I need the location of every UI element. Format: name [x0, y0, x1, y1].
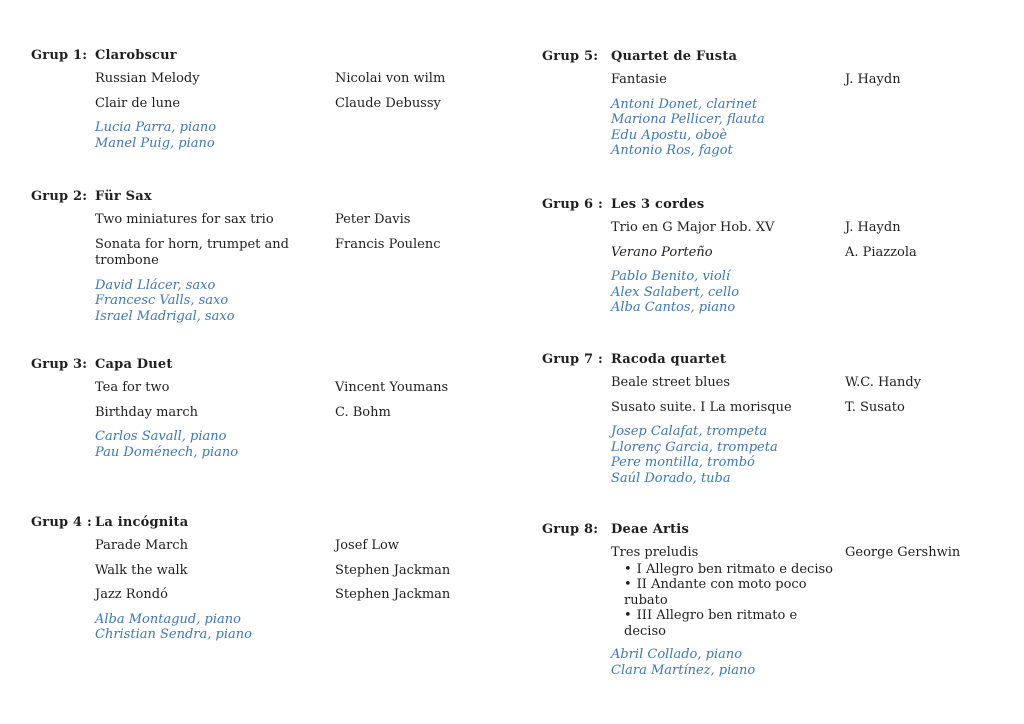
- piece-title: Walk the walk: [95, 562, 188, 578]
- piece-composer: Stephen Jackman: [335, 562, 451, 578]
- movement-text: III Allegro ben ritmato e deciso: [624, 608, 798, 639]
- piece-row: [95, 380, 503, 397]
- piece-row: [611, 400, 1014, 417]
- piece-row: [95, 212, 503, 229]
- performer-line: Pau Doménech, piano: [95, 444, 239, 460]
- group-header: [542, 522, 1014, 537]
- piece-title: Parade March: [95, 538, 188, 553]
- bullet-icon: •: [624, 608, 632, 623]
- performer-line: Mariona Pellicer, flauta: [611, 112, 765, 127]
- group-7-section: [542, 352, 1014, 486]
- bullet-icon: •: [624, 561, 632, 577]
- piece-row: [611, 245, 1014, 262]
- movement-item: [611, 562, 835, 578]
- piece-title: Russian Melody: [95, 71, 200, 86]
- piece-title: Tres preludis: [611, 545, 699, 560]
- group-label: Grup 2:: [31, 189, 88, 204]
- performer-line: Lucia Parra, piano: [95, 120, 217, 135]
- performers-list: [611, 269, 1014, 316]
- performers-list: [611, 647, 1014, 678]
- piece-composer: W.C. Handy: [845, 375, 922, 390]
- piece-composer: Nicolai von wilm: [335, 71, 446, 86]
- piece-row: [611, 375, 1014, 392]
- piece-composer: Francis Poulenc: [335, 236, 441, 252]
- group-label: Grup 1:: [31, 48, 88, 63]
- bullet-icon: •: [624, 577, 632, 592]
- performer-line: Clara Martínez, piano: [611, 662, 756, 678]
- movement-text: I Allegro ben ritmato e deciso: [636, 561, 833, 577]
- group-body: [95, 71, 503, 151]
- piece-composer: Josef Low: [335, 538, 399, 553]
- group-title: Les 3 cordes: [611, 197, 705, 212]
- performer-line: Manel Puig, piano: [95, 135, 215, 151]
- performer-line: Abril Collado, piano: [611, 647, 743, 662]
- group-header: [542, 49, 1014, 64]
- performer-line: Israel Madrigal, saxo: [95, 308, 235, 324]
- group-body: [95, 380, 503, 460]
- group-label: Grup 4 :: [31, 515, 92, 530]
- right-column: [542, 0, 1014, 724]
- piece-row: [95, 563, 503, 580]
- piece-composer: A. Piazzola: [845, 244, 917, 260]
- piece-composer: George Gershwin: [845, 545, 961, 560]
- group-header: [542, 197, 1014, 212]
- group-title: Capa Duet: [95, 357, 173, 372]
- piece-title: Birthday march: [95, 404, 199, 420]
- group-title: La incógnita: [95, 515, 189, 530]
- left-column: [31, 0, 503, 724]
- piece-row: [95, 71, 503, 88]
- piece-main: [611, 545, 845, 639]
- piece-composer: T. Susato: [845, 399, 905, 415]
- group-header: [31, 357, 503, 372]
- performer-line: David Llácer, saxo: [95, 277, 216, 293]
- piece-composer: Claude Debussy: [335, 95, 441, 111]
- piece-row: [95, 96, 503, 113]
- performers-list: [95, 278, 503, 325]
- piece-title: Jazz Rondó: [95, 587, 168, 602]
- group-title: Quartet de Fusta: [611, 49, 738, 64]
- piece-row: [95, 587, 503, 604]
- performers-list: [95, 612, 503, 643]
- movement-item: [611, 577, 835, 608]
- group-1-section: [31, 48, 503, 151]
- group-label: Grup 5:: [542, 49, 599, 64]
- group-header: [31, 189, 503, 204]
- performer-line: Llorenç Garcia, trompeta: [611, 439, 778, 455]
- performer-line: Francesc Valls, saxo: [95, 293, 229, 308]
- performer-line: Alex Salabert, cello: [611, 284, 740, 300]
- group-body: [611, 545, 1014, 678]
- group-body: [95, 538, 503, 643]
- piece-composer: Stephen Jackman: [335, 587, 451, 602]
- group-5-section: [542, 49, 1014, 159]
- piece-row: [95, 237, 503, 270]
- performer-line: Antoni Donet, clarinet: [611, 96, 758, 112]
- performer-line: Antonio Ros, fagot: [611, 143, 733, 158]
- piece-title: Verano Porteño: [611, 244, 713, 260]
- group-label: Grup 7 :: [542, 352, 603, 367]
- performer-line: Edu Apostu, oboè: [611, 127, 728, 143]
- piece-title: Susato suite. I La morisque: [611, 399, 792, 415]
- performer-line: Josep Calafat, trompeta: [611, 424, 768, 439]
- performers-list: [95, 120, 503, 151]
- performer-line: Christian Sendra, piano: [95, 627, 252, 642]
- group-header: [31, 48, 503, 63]
- piece-title: Trio en G Major Hob. XV: [611, 220, 775, 235]
- piece-composer: Peter Davis: [335, 212, 411, 227]
- piece-title: Two miniatures for sax trio: [95, 212, 274, 227]
- performer-line: Alba Montagud, piano: [95, 611, 241, 627]
- piece-composer: J. Haydn: [845, 220, 901, 235]
- piece-row: [95, 538, 503, 555]
- group-title: Deae Artis: [611, 522, 689, 537]
- group-header: [31, 515, 503, 530]
- performer-line: Alba Cantos, piano: [611, 300, 736, 315]
- performer-line: Saúl Dorado, tuba: [611, 470, 731, 486]
- performer-line: Pablo Benito, violí: [611, 269, 731, 284]
- group-body: [611, 72, 1014, 159]
- movement-text: II Andante con moto poco rubato: [624, 577, 807, 608]
- group-6-section: [542, 197, 1014, 316]
- piece-title: Clair de lune: [95, 95, 181, 111]
- group-4-section: [31, 515, 503, 643]
- piece-composer: J. Haydn: [845, 72, 901, 87]
- performer-line: Pere montilla, trombó: [611, 455, 755, 470]
- group-title: Für Sax: [95, 189, 152, 204]
- movement-item: [611, 608, 835, 639]
- performer-line: Carlos Savall, piano: [95, 429, 227, 444]
- group-body: [95, 212, 503, 324]
- piece-row: [611, 72, 1014, 89]
- group-body: [611, 375, 1014, 486]
- group-label: Grup 6 :: [542, 197, 603, 212]
- group-label: Grup 3:: [31, 357, 88, 372]
- piece-composer: Vincent Youmans: [335, 380, 449, 395]
- performers-list: [611, 97, 1014, 159]
- piece-title: Fantasie: [611, 72, 667, 87]
- piece-row: [611, 220, 1014, 237]
- group-title: Clarobscur: [95, 48, 177, 63]
- piece-title: Tea for two: [95, 380, 170, 395]
- piece-composer: C. Bohm: [335, 404, 391, 420]
- group-2-section: [31, 189, 503, 324]
- group-header: [542, 352, 1014, 367]
- piece-row: [95, 405, 503, 422]
- piece-title: Sonata for horn, trumpet and trombone: [95, 236, 289, 268]
- performers-list: [611, 424, 1014, 486]
- group-body: [611, 220, 1014, 316]
- piece-title: Beale street blues: [611, 375, 731, 390]
- group-title: Racoda quartet: [611, 352, 727, 367]
- group-3-section: [31, 357, 503, 460]
- group-label: Grup 8:: [542, 522, 599, 537]
- performers-list: [95, 429, 503, 460]
- group-8-section: [542, 522, 1014, 678]
- piece-row: [611, 545, 1014, 639]
